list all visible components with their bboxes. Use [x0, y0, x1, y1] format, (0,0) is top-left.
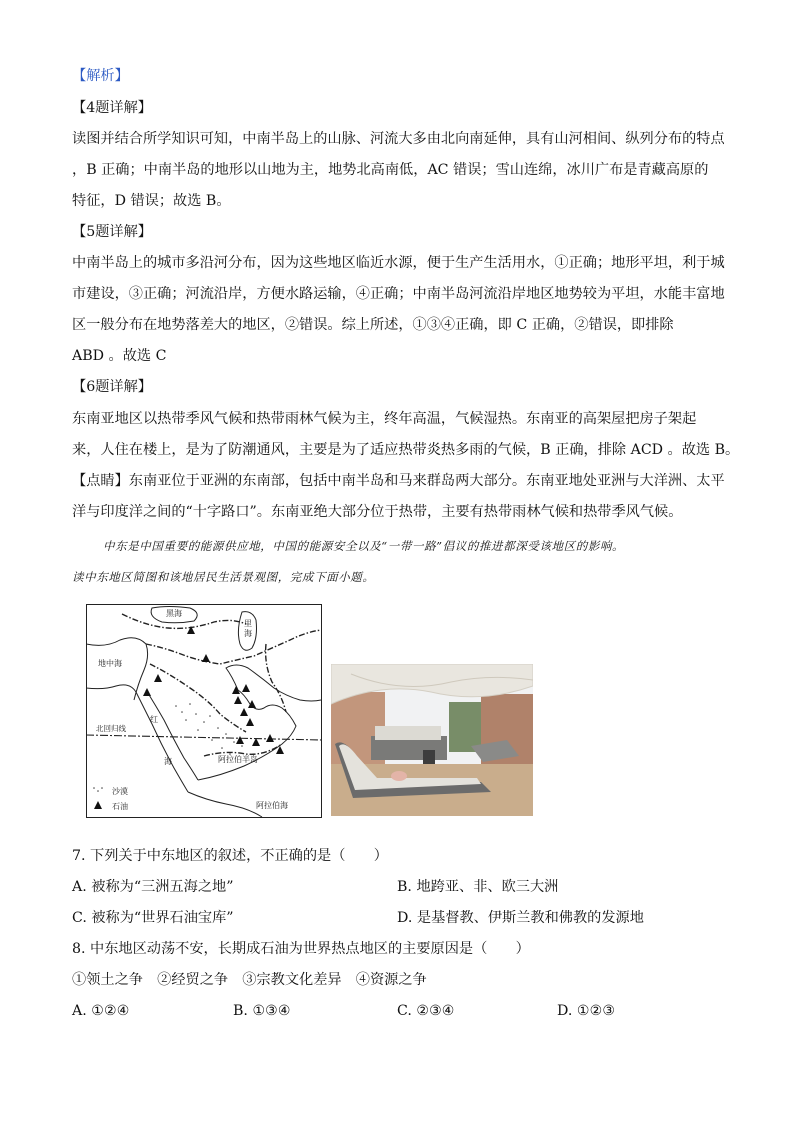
q5-text-line-4: ABD 。故选 C [72, 348, 167, 364]
q4-text-line-1: 读图并结合所学知识可知，中南半岛上的山脉、河流大多由北向南延伸，具有山河相间、纵列分布的特点 [72, 131, 725, 147]
q7-stem: 7. 下列关于中东地区的叙述，不正确的是（ ） [72, 848, 388, 864]
q5-heading: 【5题详解】 [72, 224, 152, 240]
intro-line-2: 读中东地区简图和该地居民生活景观图，完成下面小题。 [72, 570, 375, 584]
red-sea-label-1: 红 [150, 715, 158, 724]
q7-option-a[interactable]: A. 被称为“三洲五海之地” [72, 879, 234, 895]
caspian-label-2: 海 [244, 629, 252, 638]
legend-desert-label: 沙漠 [112, 787, 128, 796]
tip-text-line-2: 洋与印度洋之间的“十字路口”。东南亚绝大部分位于热带，主要有热带雨林气候和热带季风气候。 [72, 504, 683, 520]
q7-option-d[interactable]: D. 是基督教、伊斯兰教和佛教的发源地 [397, 910, 644, 926]
q8-option-a[interactable]: A. ①②④ [72, 1003, 130, 1019]
tip-heading: 【点睛】 [72, 473, 129, 489]
caspian-label-1: 里 [244, 619, 252, 628]
q5-text-line-3: 区一般分布在地势落差大的地区，②错误。综上所述，①③④正确，即 C 正确，②错误，即排除 [72, 317, 674, 333]
tropic-label: 北回归线 [96, 724, 126, 733]
legend-oil-label: 石油 [112, 802, 128, 811]
q6-text-line-1: 东南亚地区以热带季风气候和热带雨林气候为主，终年高温，气候湿热。东南亚的高架屋把房子架起 [72, 411, 697, 427]
q4-text-line-3: 特征，D 错误；故选 B。 [72, 193, 231, 209]
q8-option-b[interactable]: B. ①③④ [233, 1003, 291, 1019]
middle-east-map [86, 604, 322, 818]
q7-option-c[interactable]: C. 被称为“世界石油宝库” [72, 910, 234, 926]
intro-line-1: 中东是中国重要的能源供应地，中国的能源安全以及“一带一路”倡议的推进都深受该地区的影响。 [103, 539, 625, 553]
side-table [423, 750, 435, 764]
q4-heading: 【4题详解】 [72, 100, 152, 116]
q7-option-b[interactable]: B. 地跨亚、非、欧三大洲 [397, 879, 559, 895]
tip-text-1: 东南亚位于亚洲的东南部，包括中南半岛和马来群岛两大部分。东南亚地处亚洲与大洋洲、太平 [128, 473, 725, 489]
q5-text-line-2: 市建设，③正确；河流沿岸，方便水路运输，④正确；中南半岛河流沿岸地区地势较为平坦，水能丰富地 [72, 286, 725, 302]
analysis-heading: 【解析】 [72, 68, 129, 84]
q8-stem: 8. 中东地区动荡不安，长期成石油为世界热点地区的主要原因是（ ） [72, 941, 530, 957]
tip-line-1 [72, 471, 725, 491]
red-sea-label-2: 海 [164, 757, 172, 766]
sofa-cushions [375, 726, 441, 740]
q4-text-line-2: ，B 正确；中南半岛的地形以山地为主，地势北高南低，AC 错误；雪山连绵，冰川广布是青藏高原的 [72, 162, 709, 178]
green-plants [449, 702, 481, 752]
arabian-sea-label: 阿拉伯海 [256, 801, 288, 810]
black-sea-label: 黑海 [166, 609, 182, 618]
hat-on-lounger [391, 771, 407, 781]
q8-option-d[interactable]: D. ①②③ [557, 1003, 616, 1019]
q5-text-line-1: 中南半岛上的城市多沿河分布，因为这些地区临近水源，便于生产生活用水，①正确；地形平坦，利于城 [72, 255, 725, 271]
arabian-peninsula-label: 阿拉伯半岛 [218, 755, 258, 764]
mediterranean-label: 地中海 [98, 659, 122, 668]
residential-landscape-photo [331, 664, 533, 816]
q6-heading: 【6题详解】 [72, 379, 152, 395]
q6-text-line-2: 来，人住在楼上，是为了防潮通风，主要是为了适应热带炎热多雨的气候，B 正确，排除 ACD 。故选 B。 [72, 442, 740, 458]
q8-items: ①领土之争 ②经贸之争 ③宗教文化差异 ④资源之争 [72, 972, 427, 988]
q8-option-c[interactable]: C. ②③④ [397, 1003, 455, 1019]
